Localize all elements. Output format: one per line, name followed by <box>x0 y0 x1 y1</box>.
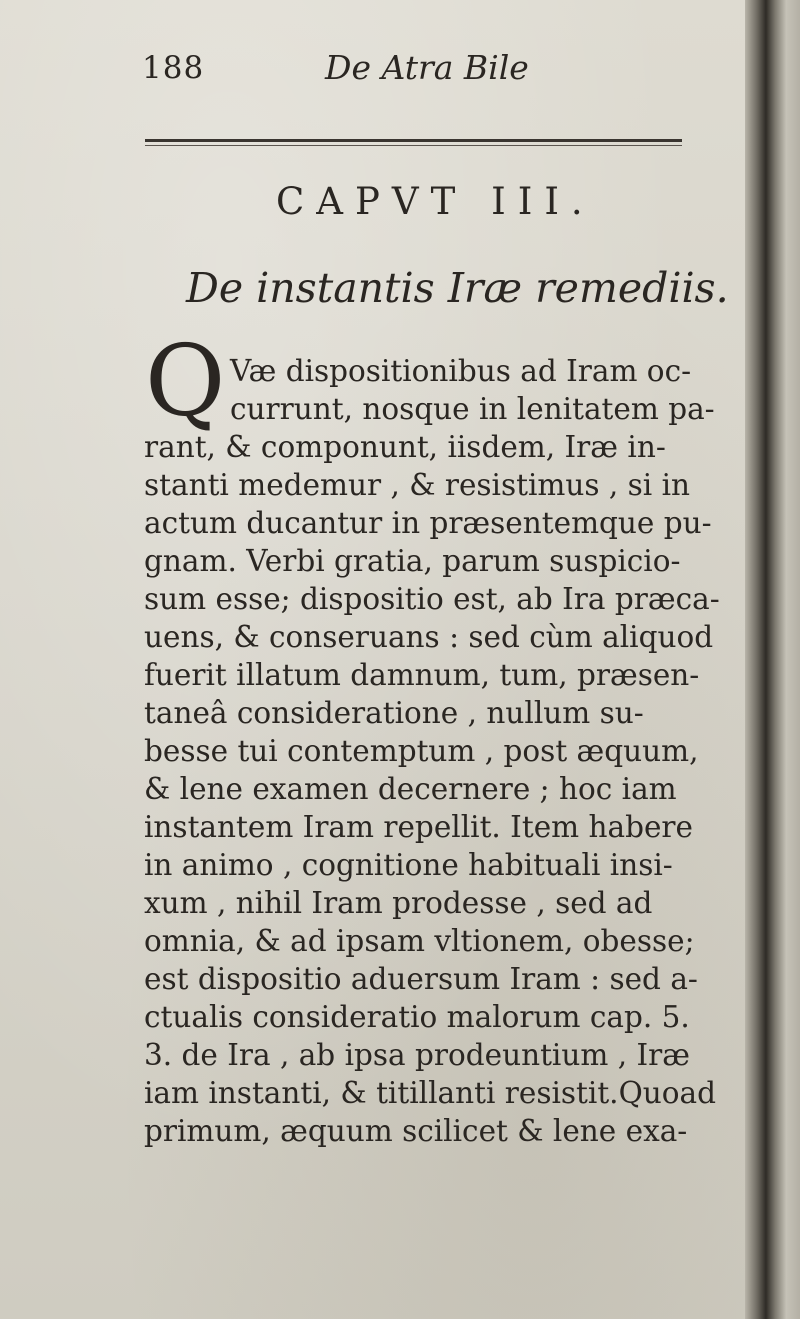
body-line: instantem Iram repellit. Item habere <box>144 810 693 844</box>
body-line: fuerit illatum damnum, tum, præsen- <box>144 658 700 692</box>
running-title: De Atra Bile <box>325 48 529 87</box>
body-line: Væ dispositionibus ad Iram oc- <box>230 354 692 388</box>
body-line: primum, æquum scilicet & lene exa- <box>144 1114 688 1148</box>
body-line: est dispositio aduersum Iram : sed a- <box>144 962 698 996</box>
header-rule <box>145 139 682 142</box>
body-line: 3. de Ira , ab ipsa prodeuntium , Iræ <box>144 1038 690 1072</box>
body-line: ctualis consideratio malorum cap. 5. <box>144 1000 690 1034</box>
body-line: actum ducantur in præsentemque pu- <box>144 506 712 540</box>
book-gutter <box>745 0 800 1319</box>
body-line: taneâ consideratione , nullum su- <box>144 696 644 730</box>
body-line: stanti medemur , & resistimus , si in <box>144 468 691 502</box>
body-line: in animo , cognitione habituali insi- <box>144 848 673 882</box>
page-number: 188 <box>142 50 205 86</box>
body-line: currunt, nosque in lenitatem pa- <box>230 392 715 426</box>
drop-cap: Q <box>145 325 226 439</box>
body-line: gnam. Verbi gratia, parum suspicio- <box>144 544 681 578</box>
chapter-heading: CAPVT III. <box>276 180 595 223</box>
body-line: rant, & componunt, iisdem, Iræ in- <box>144 430 666 464</box>
body-line: xum , nihil Iram prodesse , sed ad <box>144 886 653 920</box>
body-line: sum esse; dispositio est, ab Ira præca- <box>144 582 720 616</box>
body-line: besse tui contemptum , post æquum, <box>144 734 699 768</box>
body-line: uens, & conseruans : sed cùm aliquod <box>144 620 714 654</box>
body-line: & lene examen decernere ; hoc iam <box>144 772 677 806</box>
chapter-subtitle: De instantis Iræ remediis. <box>186 264 729 312</box>
body-line: omnia, & ad ipsam vltionem, obesse; <box>144 924 695 958</box>
body-line: iam instanti, & titillanti resistit.Quoad <box>144 1076 716 1110</box>
